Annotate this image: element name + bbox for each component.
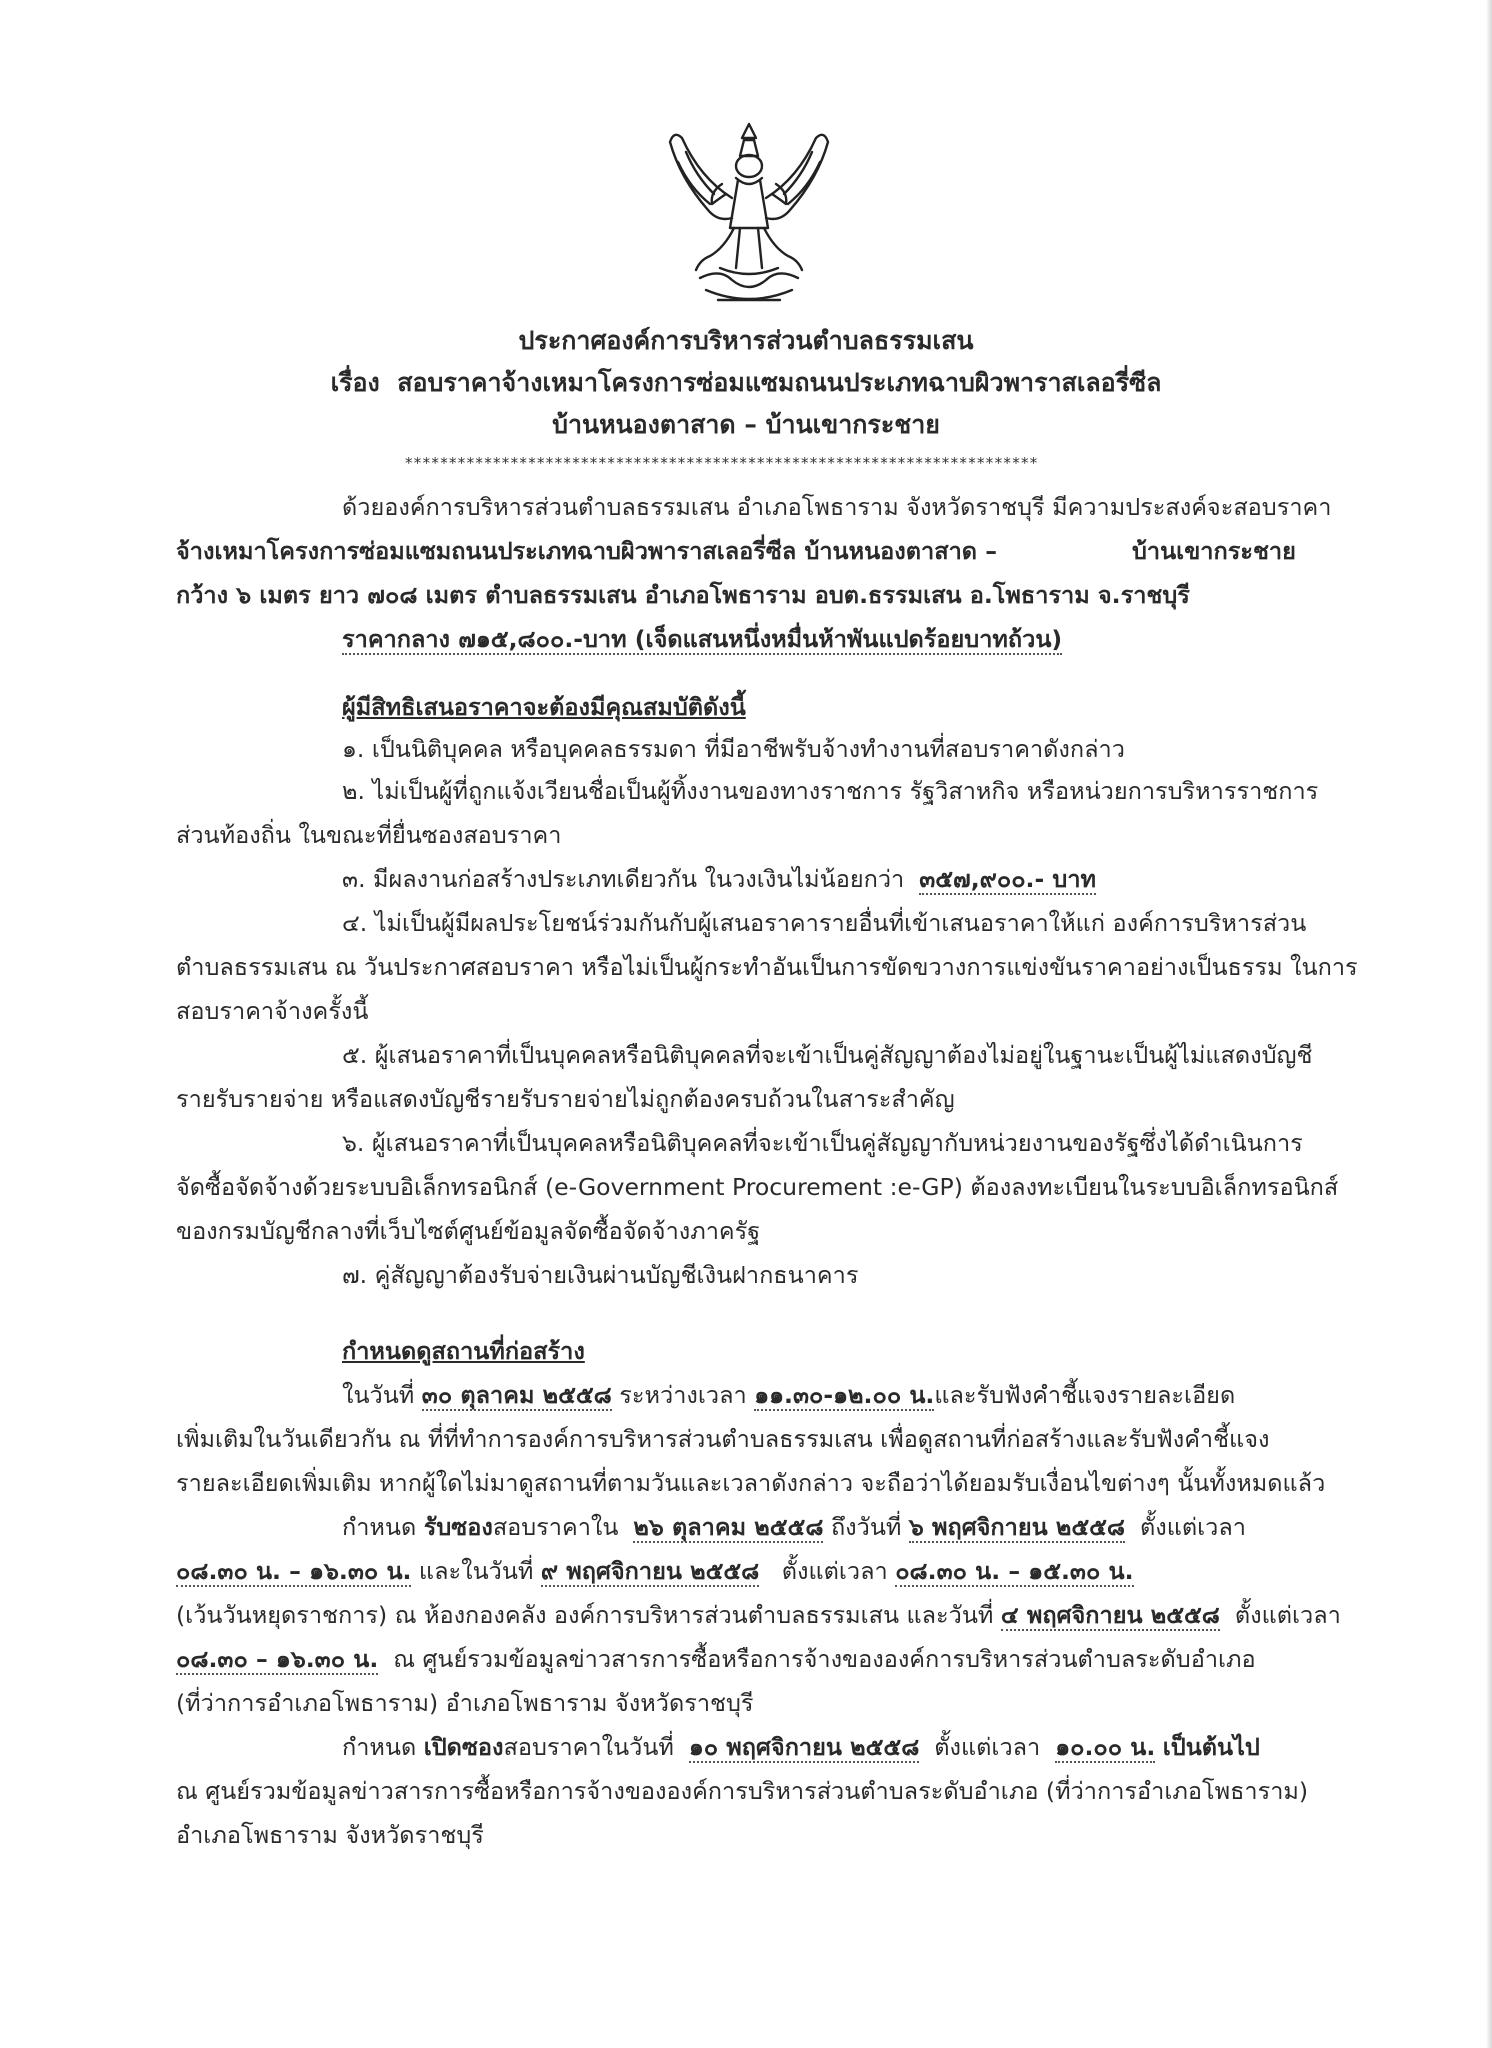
receive-bold: รับซอง: [423, 1513, 493, 1541]
opening-line-2: ณ ศูนย์รวมข้อมูลข่าวสารการซื้อหรือการจ้างขององค์การบริหารส่วนตำบลระดับอำเภอ (ที่ว่าการอำเภอโพธาราม): [176, 1777, 1309, 1805]
announcement-title: ประกาศองค์การบริหารส่วนตำบลธรรมเสน: [518, 326, 974, 355]
receive-to: ถึงวันที่: [830, 1513, 902, 1541]
qualification-3: [342, 864, 1096, 894]
qualification-5b: รายรับรายจ่าย หรือแสดงบัญชีรายรับรายจ่ายไม่ถูกต้องครบถ้วนในสาระสำคัญ: [176, 1085, 955, 1113]
subject-text: สอบราคาจ้างเหมาโครงการซ่อมแซมถนนประเภทฉาบผิวพาราสเลอรี่ซีล: [397, 368, 1162, 397]
announcement-location: บ้านหนองตาสาด – บ้านเขากระชาย: [552, 410, 940, 439]
intro-line-1: ด้วยองค์การบริหารส่วนตำบลธรรมเสน อำเภอโพธาราม จังหวัดราชบุรี มีความประสงค์จะสอบราคา: [342, 493, 1332, 521]
qualification-1: ๑. เป็นนิติบุคคล หรือบุคคลธรรมดา ที่มีอาชีพรับจ้างทำงานที่สอบราคาดังกล่าว: [342, 735, 1125, 763]
qualification-4a: ๔. ไม่เป็นผู้มีผลประโยชน์ร่วมกันกับผู้เสนอราคารายอื่นที่เข้าเสนอราคาให้แก่ องค์การบริหารส่วน: [342, 909, 1307, 937]
receive-from-time-3: ตั้งแต่เวลา: [1234, 1601, 1341, 1629]
receive-line-1: [342, 1512, 1246, 1542]
opening-mid: สอบราคาในวันที่: [503, 1733, 674, 1761]
median-price-text: ราคากลาง ๗๑๕,๘๐๐.-บาท (เจ็ดแสนหนึ่งหมื่นห้าพันแปดร้อยบาทถ้วน): [342, 625, 1063, 653]
garuda-emblem-icon: [660, 118, 838, 308]
receive-prefix: กำหนด: [342, 1513, 417, 1541]
receive-line-3-text: (เว้นวันหยุดราชการ) ณ ห้องกองคลัง องค์การบริหารส่วนตำบลธรรมเสน และวันที่: [176, 1601, 994, 1629]
qualification-4b: ตำบลธรรมเสน ณ วันประกาศสอบราคา หรือไม่เป็นผู้กระทำอันเป็นการขัดขวางการแข่งขันราคาอย่างเป็นธรรม ในการ: [176, 953, 1358, 981]
qualification-3-amount: ๓๕๗,๙๐๐.- บาท: [919, 865, 1096, 893]
opening-from-time: ตั้งแต่เวลา: [934, 1733, 1041, 1761]
subject-label: เรื่อง: [330, 368, 380, 397]
qualification-4c: สอบราคาจ้างครั้งนี้: [176, 997, 369, 1025]
receive-from-time-2: ตั้งแต่เวลา: [781, 1557, 888, 1585]
receive-line-3: [176, 1600, 1341, 1630]
site-visit-on-date: ในวันที่: [342, 1381, 415, 1409]
announcement-subject: [0, 368, 1492, 398]
receive-line-4-text: ณ ศูนย์รวมข้อมูลข่าวสารการซื้อหรือการจ้างขององค์การบริหารส่วนตำบลระดับอำเภอ: [393, 1645, 1256, 1673]
receive-date-2: ๖ พฤศจิกายน ๒๕๕๘: [908, 1513, 1126, 1541]
qualification-6c: ของกรมบัญชีกลางที่เว็บไซต์ศูนย์ข้อมูลจัดซื้อจัดจ้างภาครัฐ: [176, 1217, 761, 1245]
receive-from-time: ตั้งแต่เวลา: [1139, 1513, 1246, 1541]
qualification-5a: ๕. ผู้เสนอราคาที่เป็นบุคคลหรือนิติบุคคลที่จะเข้าเป็นคู่สัญญาต้องไม่อยู่ในฐานะเป็นผู้ไม่แสดงบัญชี: [342, 1041, 1313, 1069]
site-visit-date: ๓๐ ตุลาคม ๒๕๕๘: [421, 1381, 612, 1409]
site-visit-briefing: และรับฟังคำชี้แจงรายละเอียด: [934, 1381, 1236, 1409]
qualification-3-text: ๓. มีผลงานก่อสร้างประเภทเดียวกัน ในวงเงินไม่น้อยกว่า: [342, 865, 905, 893]
receive-date-4: ๔ พฤศจิกายน ๒๕๕๘: [1000, 1601, 1220, 1629]
site-visit-line-2: เพิ่มเติมในวันเดียวกัน ณ ที่ที่ทำการองค์การบริหารส่วนตำบลธรรมเสน เพื่อดูสถานที่ก่อสร้างและรับฟังคำชี้แจง: [176, 1425, 1270, 1453]
receive-time-2: ๐๘.๓๐ น. – ๑๕.๓๐ น.: [895, 1557, 1134, 1585]
header-divider: ************************************************************************: [405, 454, 1039, 472]
receive-line-5: (ที่ว่าการอำเภอโพธาราม) อำเภอโพธาราม จังหวัดราชบุรี: [176, 1689, 754, 1717]
qualification-7: ๗. คู่สัญญาต้องรับจ่ายเงินผ่านบัญชีเงินฝากธนาคาร: [342, 1261, 859, 1289]
intro-line-2b: บ้านเขากระชาย: [1132, 537, 1296, 565]
qualifications-heading: ผู้มีสิทธิเสนอราคาจะต้องมีคุณสมบัติดังนี้: [342, 693, 746, 721]
opening-prefix: กำหนด: [342, 1733, 417, 1761]
site-visit-time: ๑๑.๓๐-๑๒.๐๐ น.: [754, 1381, 935, 1409]
receive-date-3: ๙ พฤศจิกายน ๒๕๕๘: [540, 1557, 760, 1585]
median-price: [342, 624, 1062, 654]
qualification-6a: ๖. ผู้เสนอราคาที่เป็นบุคคลหรือนิติบุคคลที่จะเข้าเป็นคู่สัญญากับหน่วยงานของรัฐซึ่งได้ดำเนินการ: [342, 1129, 1303, 1157]
site-visit-line-3: รายละเอียดเพิ่มเติม หากผู้ใดไม่มาดูสถานที่ตามวันและเวลาดังกล่าว จะถือว่าได้ยอมรับเงื่อนไขต่างๆ นั้นทั้งหมดแล้ว: [176, 1469, 1326, 1497]
site-visit-line-1: [342, 1380, 1235, 1410]
intro-line-3: กว้าง ๖ เมตร ยาว ๗๐๘ เมตร ตำบลธรรมเสน อำเภอโพธาราม อบต.ธรรมเสน อ.โพธาราม จ.ราชบุรี: [176, 581, 1190, 609]
receive-mid: สอบราคาใน: [492, 1513, 619, 1541]
page-edge-shadow: [1486, 0, 1492, 2048]
opening-bold: เปิดซอง: [423, 1733, 504, 1761]
receive-date-1: ๒๖ ตุลาคม ๒๕๕๘: [633, 1513, 824, 1541]
receive-line-2: [176, 1556, 1134, 1586]
opening-onward: เป็นต้นไป: [1162, 1733, 1260, 1761]
opening-line-1: [342, 1732, 1260, 1762]
qualification-2b: ส่วนท้องถิ่น ในขณะที่ยื่นซองสอบราคา: [176, 821, 562, 849]
receive-time-1: ๐๘.๓๐ น. – ๑๖.๓๐ น.: [176, 1557, 412, 1585]
receive-time-3: ๐๘.๓๐ – ๑๖.๓๐ น.: [176, 1645, 379, 1673]
site-visit-heading: กำหนดดูสถานที่ก่อสร้าง: [342, 1337, 585, 1365]
intro-line-2a: จ้างเหมาโครงการซ่อมแซมถนนประเภทฉาบผิวพาราสเลอรี่ซีล บ้านหนองตาสาด –: [176, 537, 997, 565]
opening-time: ๑๐.๐๐ น.: [1055, 1733, 1156, 1761]
qualification-2a: ๒. ไม่เป็นผู้ที่ถูกแจ้งเวียนชื่อเป็นผู้ทิ้งงานของทางราชการ รัฐวิสาหกิจ หรือหน่วยการบริหารราชการ: [342, 777, 1319, 805]
opening-line-3: อำเภอโพธาราม จังหวัดราชบุรี: [176, 1821, 484, 1849]
receive-and-day: และในวันที่: [418, 1557, 534, 1585]
opening-date: ๑๐ พฤศจิกายน ๒๕๕๘: [688, 1733, 920, 1761]
qualification-6b: จัดซื้อจัดจ้างด้วยระบบอิเล็กทรอนิกส์ (e-Government Procurement :e-GP) ต้องลงทะเบียนในระบบอิเล็กทรอนิกส์: [176, 1173, 1339, 1201]
receive-line-4: [176, 1644, 1256, 1674]
site-visit-between: ระหว่างเวลา: [619, 1381, 747, 1409]
